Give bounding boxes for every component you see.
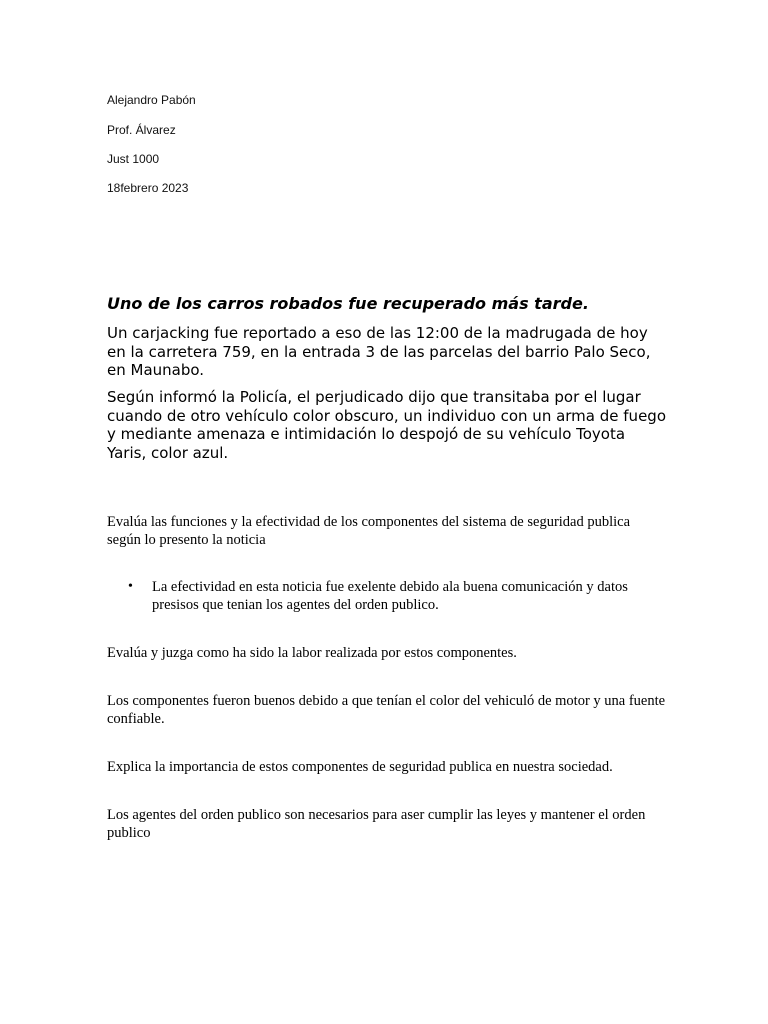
question-2: Evalúa y juzga como ha sido la labor realizada por estos componentes. (107, 645, 517, 661)
answer-3: Los agentes del orden publico son necesarios para aser cumplir las leyes y mantener el orden publico (107, 807, 646, 841)
document-date: 18febrero 2023 (107, 181, 189, 195)
author-name: Alejandro Pabón (107, 93, 196, 107)
bullet-icon: • (128, 579, 133, 594)
answer-1: La efectividad en esta noticia fue exelente debido ala buena comunicación y datos presisos que tenian los agentes del orden publico. (152, 579, 628, 613)
professor-name: Prof. Álvarez (107, 123, 176, 137)
question-3: Explica la importancia de estos componentes de seguridad publica en nuestra sociedad. (107, 759, 613, 775)
news-headline: Uno de los carros robados fue recuperado más tarde. (107, 294, 589, 313)
course-code: Just 1000 (107, 152, 160, 166)
answer-2: Los componentes fueron buenos debido a que tenían el color del vehiculó de motor y una fuente confiable. (107, 693, 666, 727)
news-paragraph-2: Según informó la Policía, el perjudicado dijo que transitaba por el lugar cuando de otro vehículo color obscuro, un individuo con un arma de fuego y mediante amenaza e intimidación lo despojó de su vehículo Toyota Yaris, color azul. (107, 388, 666, 462)
news-paragraph-1: Un carjacking fue reportado a eso de las 12:00 de la madrugada de hoy en la carretera 759, en la entrada 3 de las parcelas del barrio Palo Seco, en Maunabo. (107, 324, 651, 379)
question-1: Evalúa las funciones y la efectividad de los componentes del sistema de seguridad publica según lo presento la noticia (107, 514, 631, 548)
